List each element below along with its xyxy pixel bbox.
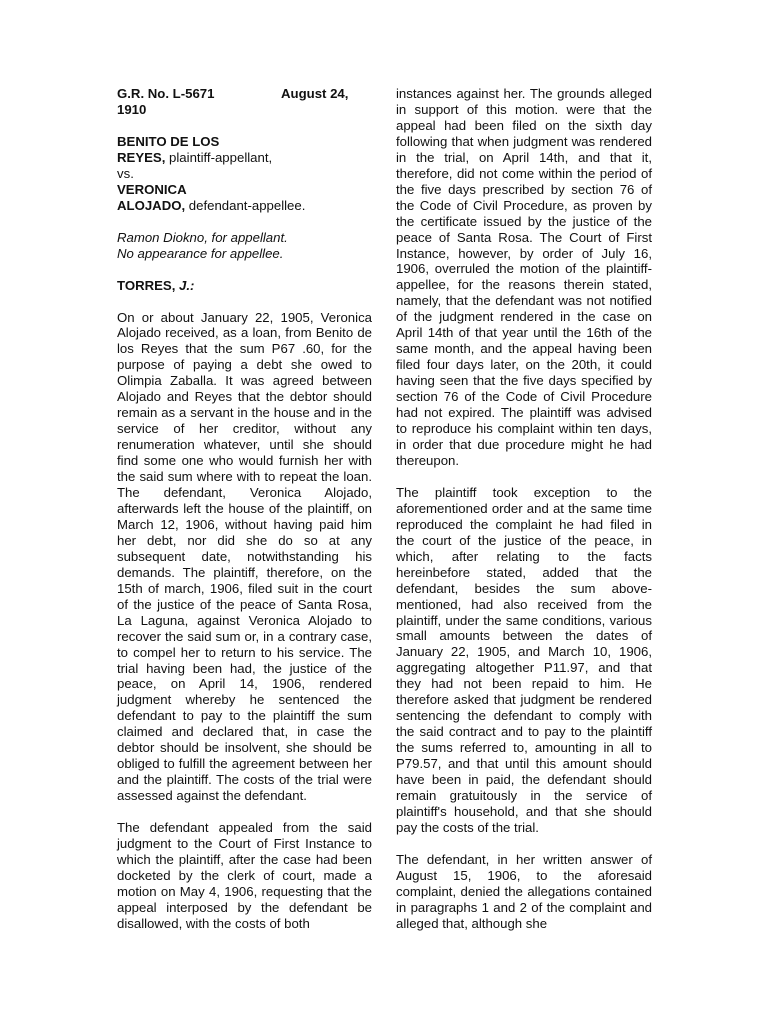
counsel-appellant: Ramon Diokno, for appellant. [117,229,288,245]
justice-name: TORRES, [117,277,180,293]
defendant-name-1: VERONICA [117,181,187,197]
defendant-name-2: ALOJADO, [117,197,186,213]
counsel-block [117,230,372,262]
left-column [117,86,372,948]
justice-line [117,278,372,294]
case-date: August 24, [281,86,349,101]
case-year: 1910 [117,101,147,117]
plaintiff-name-1: BENITO DE LOS [117,133,220,149]
plaintiff-name-2: REYES, [117,149,166,165]
versus-text: vs. [117,165,134,181]
justice-suffix: J.: [179,277,195,293]
body-paragraph-1: On or about January 22, 1905, Veronica Alojado received, as a loan, from Benito de los Reyes that the sum P67 .60, for the purpose of paying a debt she owed to Olimpia Zaballa. It was agreed between Alojado and Reyes that the debtor should remain as a servant in the house and in the service of her creditor, without any renumeration whatever, until she should find some one who would furnish her with the said sum where with to repeat the loan. The defendant, Veronica Alojado, afterwards left the house of the plaintiff, on March 12, 1906, without having paid him her debt, nor did she do so at any subsequent date, notwithstanding his demands. The plaintiff, therefore, on the 15th of march, 1906, filed suit in the court of the justice of the peace of Santa Rosa, La Laguna, against Veronica Alojado to recover the said sum or, in a contrary case, to compel her to return to his service. The trial having been had, the justice of the peace, on April 14, 1906, rendered judgment whereby he sentenced the defendant to pay to the plaintiff the sum claimed and declared that, in case the debtor should be insolvent, she should be obliged to fulfill the agreement between her and the plaintiff. The costs of the trial were assessed against the defendant. [117,309,372,804]
body-paragraph-5: The defendant, in her written answer of August 15, 1906, to the aforesaid complaint, denied the allegations contained in paragraphs 1 and 2 of the complaint and alleged that, although she [396,851,652,931]
defendant-role: defendant-appellee. [185,197,306,213]
case-header [117,86,372,294]
body-paragraph-2: The defendant appealed from the said judgment to the Court of First Instance to which the plaintiff, after the case had been docketed by the clerk of court, made a motion on May 4, 1906, requesting that the appeal interposed by the defendant be disallowed, with the costs of both [117,820,372,931]
right-column [396,86,652,948]
body-paragraph-4: The plaintiff took exception to the aforementioned order and at the same time reproduced the complaint he had filed in the court of the justice of the peace, in which, after relating to the facts hereinbefore stated, added that the defendant, besides the sum above-mentioned, had also received from the plaintiff, under the same conditions, various small amounts between the dates of January 22, 1905, and March 10, 1906, aggregating altogether P11.97, and that they had not been repaid to him. He therefore asked that judgment be rendered sentencing the defendant to comply with the said contract and to pay to the plaintiff the sums referred to, amounting in all to P79.57, and that until this amount should have been in paid, the defendant should remain gratuitously in the service of plaintiff's household, and that she should pay the costs of the trial. [396,484,652,835]
plaintiff-role: plaintiff-appellant, [165,149,273,165]
case-number: G.R. No. L-5671 [117,86,215,101]
body-paragraph-3: instances against her. The grounds alleged in support of this motion. were that the appeal had been filed on the sixth day following that when judgment was rendered in the trial, on April 14th, and that it, therefore, did not come within the period of the five days prescribed by section 76 of the Code of Civil Procedure, as proven by the certificate issued by the justice of the peace of Santa Rosa. The Court of First Instance, however, by order of July 16, 1906, overruled the motion of the plaintiff-appellee, for the reasons therein stated, namely, that the defendant was not notified of the judgment rendered in the case on April 14th of that year until the 16th of the same month, and the appeal having been filed four days later, on the 20th, it could having seen that the five days specified by section 76 of the Code of Civil Procedure had not expired. The plaintiff was advised to reproduce his complaint within ten days, in order that due procedure might he had thereupon. [396,86,652,468]
counsel-appellee: No appearance for appellee. [117,245,284,261]
parties [117,134,372,214]
case-number-line [117,86,372,102]
